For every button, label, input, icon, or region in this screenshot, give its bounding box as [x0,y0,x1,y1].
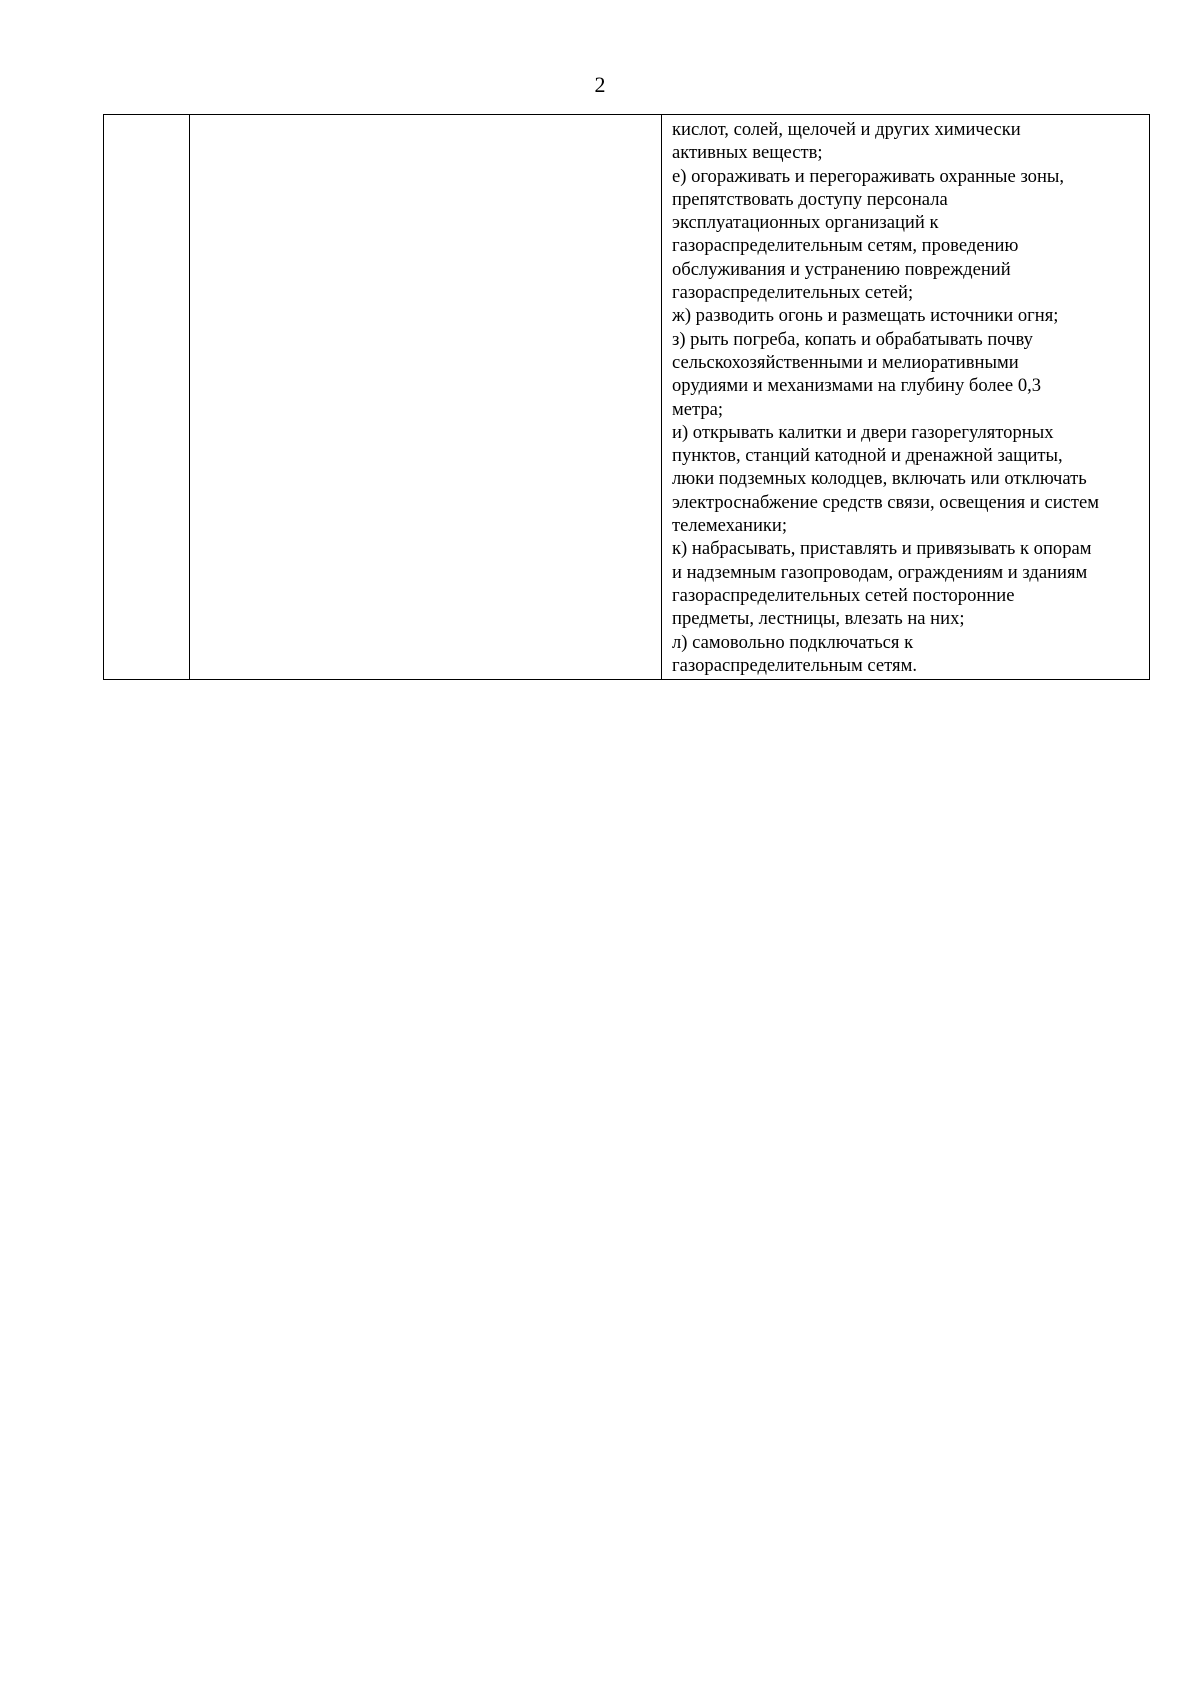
text-line: орудиями и механизмами на глубину более 0,3 [672,375,1042,397]
text-line: сельскохозяйственными и мелиоративными [672,351,1019,373]
text-line: метра; [672,398,724,420]
page-number: 2 [594,72,606,97]
text-line: л) самовольно подключаться к [672,631,914,653]
text-line: газораспределительным сетям, проведению [672,235,1019,257]
text-line: эксплуатационных организаций к [672,212,939,234]
text-line: газораспределительных сетей; [672,282,914,304]
cell-object-text [190,115,661,120]
text-line: предметы, лестницы, влезать на них; [672,608,965,630]
text-line: ж) разводить огонь и размещать источники огня; [672,305,1059,327]
table-cell-object [190,115,662,680]
text-line: и надземным газопроводам, ограждениям и зданиям [672,561,1088,583]
text-line: телемеханики; [672,515,788,537]
text-line: обслуживания и устранению повреждений [672,258,1011,280]
text-line: е) огораживать и перегораживать охранные зоны, [672,165,1065,187]
table-cell-number [104,115,190,680]
text-line: препятствовать доступу персонала [672,188,948,210]
text-line: кислот, солей, щелочей и других химически [672,119,1021,140]
text-line: и) открывать калитки и двери газорегуляторных [672,421,1054,443]
text-line: люки подземных колодцев, включать или отключать [672,468,1087,490]
cell-number-text [104,115,189,120]
text-line: пунктов, станций катодной и дренажной защиты, [672,445,1063,467]
text-line: к) набрасывать, приставлять и привязывать к опорам [672,538,1092,560]
text-line: активных веществ; [672,142,823,164]
restrictions-text [662,115,1149,679]
text-line: з) рыть погреба, копать и обрабатывать почву [672,328,1033,350]
text-line: электроснабжение средств связи, освещения и систем [672,491,1100,513]
table-row [104,115,1150,680]
text-line: газораспределительным сетям. [672,654,917,676]
document-table [103,114,1150,680]
text-line: газораспределительных сетей посторонние [672,584,1015,606]
table-cell-restrictions [662,115,1150,680]
